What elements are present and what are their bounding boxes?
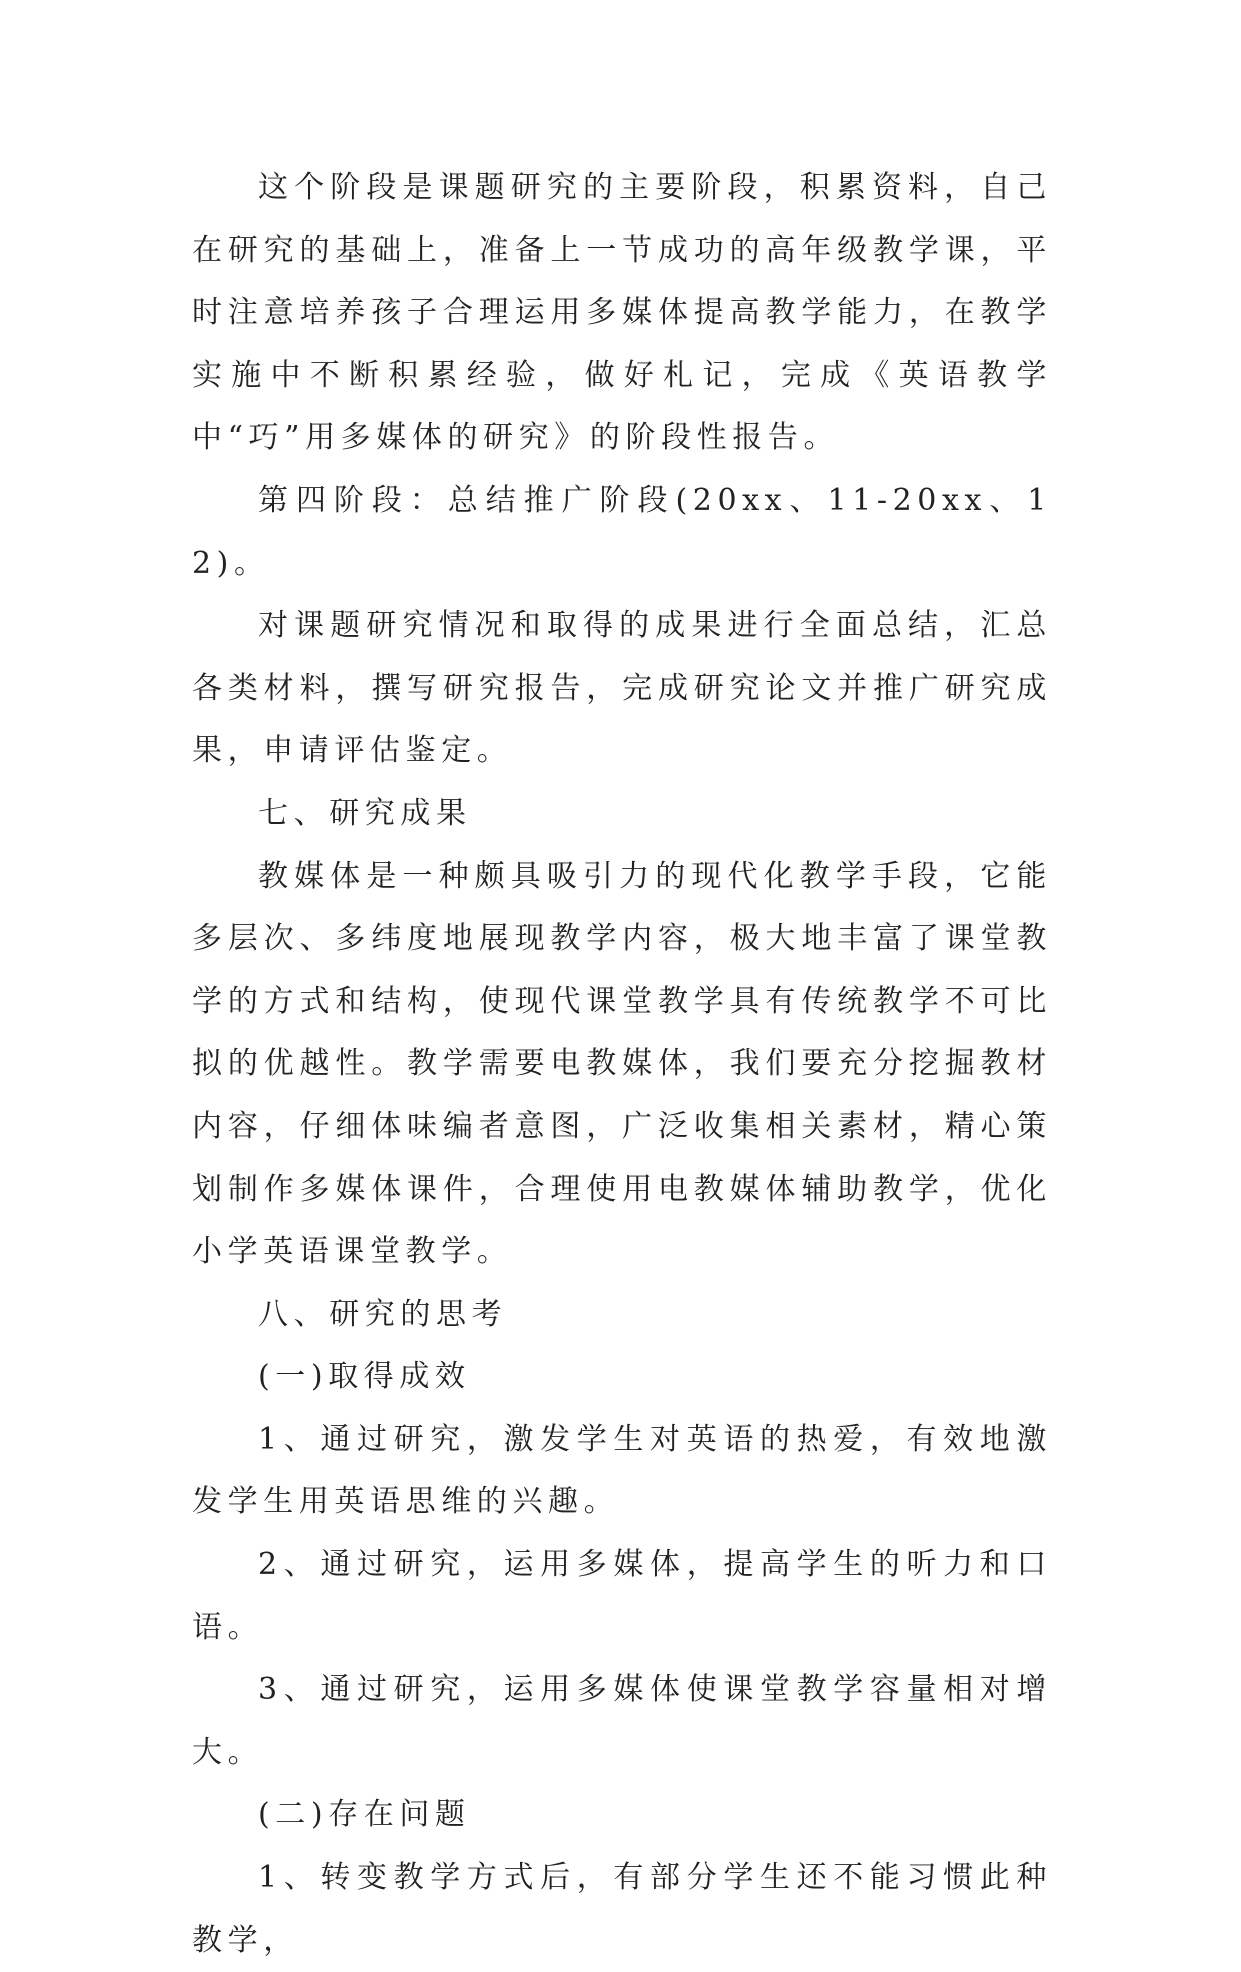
section-heading-research-results: 七、研究成果	[258, 795, 472, 831]
subheading-existing-problems: (二)存在问题	[258, 1797, 471, 1833]
document-body	[192, 157, 1052, 1972]
paragraph-research-results: 教媒体是一种颇具吸引力的现代化教学手段，它能多层次、多纬度地展现教学内容，极大地丰富了课堂教学的方式和结构，使现代课堂教学具有传统教学不可比拟的优越性。教学需要电教媒体，我们要充分挖掘教材内容，仔细体味编者意图，广泛收集相关素材，精心策划制作多媒体课件，合理使用电教媒体辅助教学，优化小学英语课堂教学。	[192, 858, 1052, 1270]
paragraph-stage-three-description: 这个阶段是课题研究的主要阶段，积累资料，自己在研究的基础上，准备上一节成功的高年级教学课，平时注意培养孩子合理运用多媒体提高教学能力，在教学实施中不断积累经验，做好札记，完成《英语教学中“巧”用多媒体的研究》的阶段性报告。	[192, 170, 1052, 456]
list-item-problem-1: 1、转变教学方式后，有部分学生还不能习惯此种教学，	[192, 1860, 1052, 1958]
paragraph-stage-four-description: 对课题研究情况和取得的成果进行全面总结，汇总各类材料，撰写研究报告，完成研究论文并推广研究成果，申请评估鉴定。	[192, 608, 1052, 769]
subheading-achievements: (一)取得成效	[258, 1359, 471, 1395]
list-item-achievement-2: 2、通过研究，运用多媒体，提高学生的听力和口语。	[192, 1547, 1052, 1645]
paragraph-stage-four-heading: 第四阶段：总结推广阶段(20xx、11-20xx、12)。	[192, 482, 1052, 581]
list-item-achievement-3: 3、通过研究，运用多媒体使课堂教学容量相对增大。	[192, 1672, 1052, 1770]
section-heading-research-reflection: 八、研究的思考	[258, 1296, 508, 1332]
list-item-achievement-1: 1、通过研究，激发学生对英语的热爱，有效地激发学生用英语思维的兴趣。	[192, 1421, 1052, 1520]
